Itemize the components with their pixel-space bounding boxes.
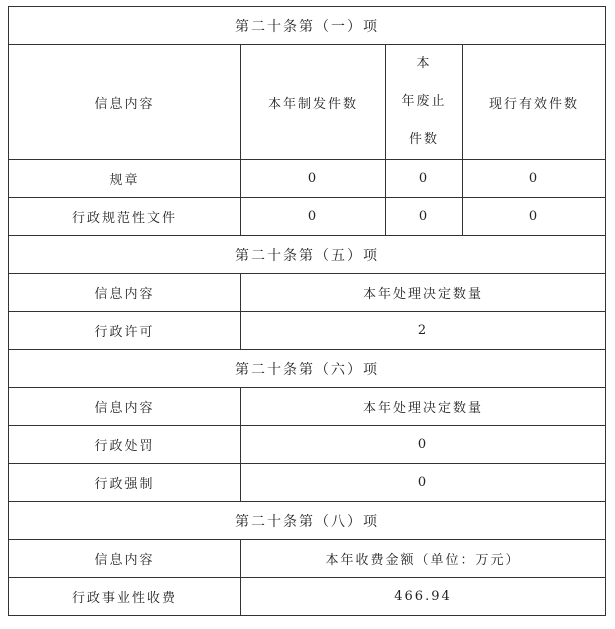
section-title-20-1: 第二十条第（一）项 bbox=[9, 7, 606, 45]
row-label: 行政许可 bbox=[9, 312, 241, 350]
table-row bbox=[9, 426, 606, 464]
row-label: 行政事业性收费 bbox=[9, 578, 241, 616]
row-label: 行政处罚 bbox=[9, 426, 241, 464]
section-title-20-6: 第二十条第（六）项 bbox=[9, 350, 606, 388]
header-abolished-count bbox=[386, 45, 463, 160]
section-header-20-8 bbox=[9, 502, 606, 540]
section-header-20-1 bbox=[9, 7, 606, 45]
row-issued: 0 bbox=[241, 198, 386, 236]
section-title-20-8: 第二十条第（八）项 bbox=[9, 502, 606, 540]
header-info-content: 信息内容 bbox=[9, 274, 241, 312]
table-row bbox=[9, 312, 606, 350]
row-value: 2 bbox=[241, 312, 606, 350]
header-abolished-part-1: 本 bbox=[416, 56, 432, 71]
header-effective-count: 现行有效件数 bbox=[463, 45, 606, 160]
header-fee-amount: 本年收费金额（单位：万元） bbox=[241, 540, 606, 578]
row-abolished: 0 bbox=[386, 160, 463, 198]
header-decision-count: 本年处理决定数量 bbox=[241, 388, 606, 426]
header-row-20-8 bbox=[9, 540, 606, 578]
header-issued-count: 本年制发件数 bbox=[241, 45, 386, 160]
section-header-20-6 bbox=[9, 350, 606, 388]
header-info-content: 信息内容 bbox=[9, 388, 241, 426]
header-row-20-5 bbox=[9, 274, 606, 312]
row-abolished: 0 bbox=[386, 198, 463, 236]
table-row bbox=[9, 198, 606, 236]
header-abolished-part-2: 年废止 bbox=[401, 94, 447, 109]
header-info-content: 信息内容 bbox=[9, 540, 241, 578]
header-row-20-6 bbox=[9, 388, 606, 426]
row-value: 0 bbox=[241, 464, 606, 502]
row-issued: 0 bbox=[241, 160, 386, 198]
header-info-content: 信息内容 bbox=[9, 45, 241, 160]
row-effective: 0 bbox=[463, 160, 606, 198]
section-header-20-5 bbox=[9, 236, 606, 274]
table-row bbox=[9, 160, 606, 198]
header-abolished-part-3: 件数 bbox=[408, 132, 439, 147]
row-label: 规章 bbox=[9, 160, 241, 198]
table-row bbox=[9, 578, 606, 616]
row-value: 0 bbox=[241, 426, 606, 464]
row-effective: 0 bbox=[463, 198, 606, 236]
disclosure-table bbox=[8, 6, 606, 616]
row-label: 行政规范性文件 bbox=[9, 198, 241, 236]
header-decision-count: 本年处理决定数量 bbox=[241, 274, 606, 312]
table-row bbox=[9, 464, 606, 502]
row-value: 466.94 bbox=[241, 578, 606, 616]
section-title-20-5: 第二十条第（五）项 bbox=[9, 236, 606, 274]
header-row-20-1 bbox=[9, 45, 606, 160]
row-label: 行政强制 bbox=[9, 464, 241, 502]
